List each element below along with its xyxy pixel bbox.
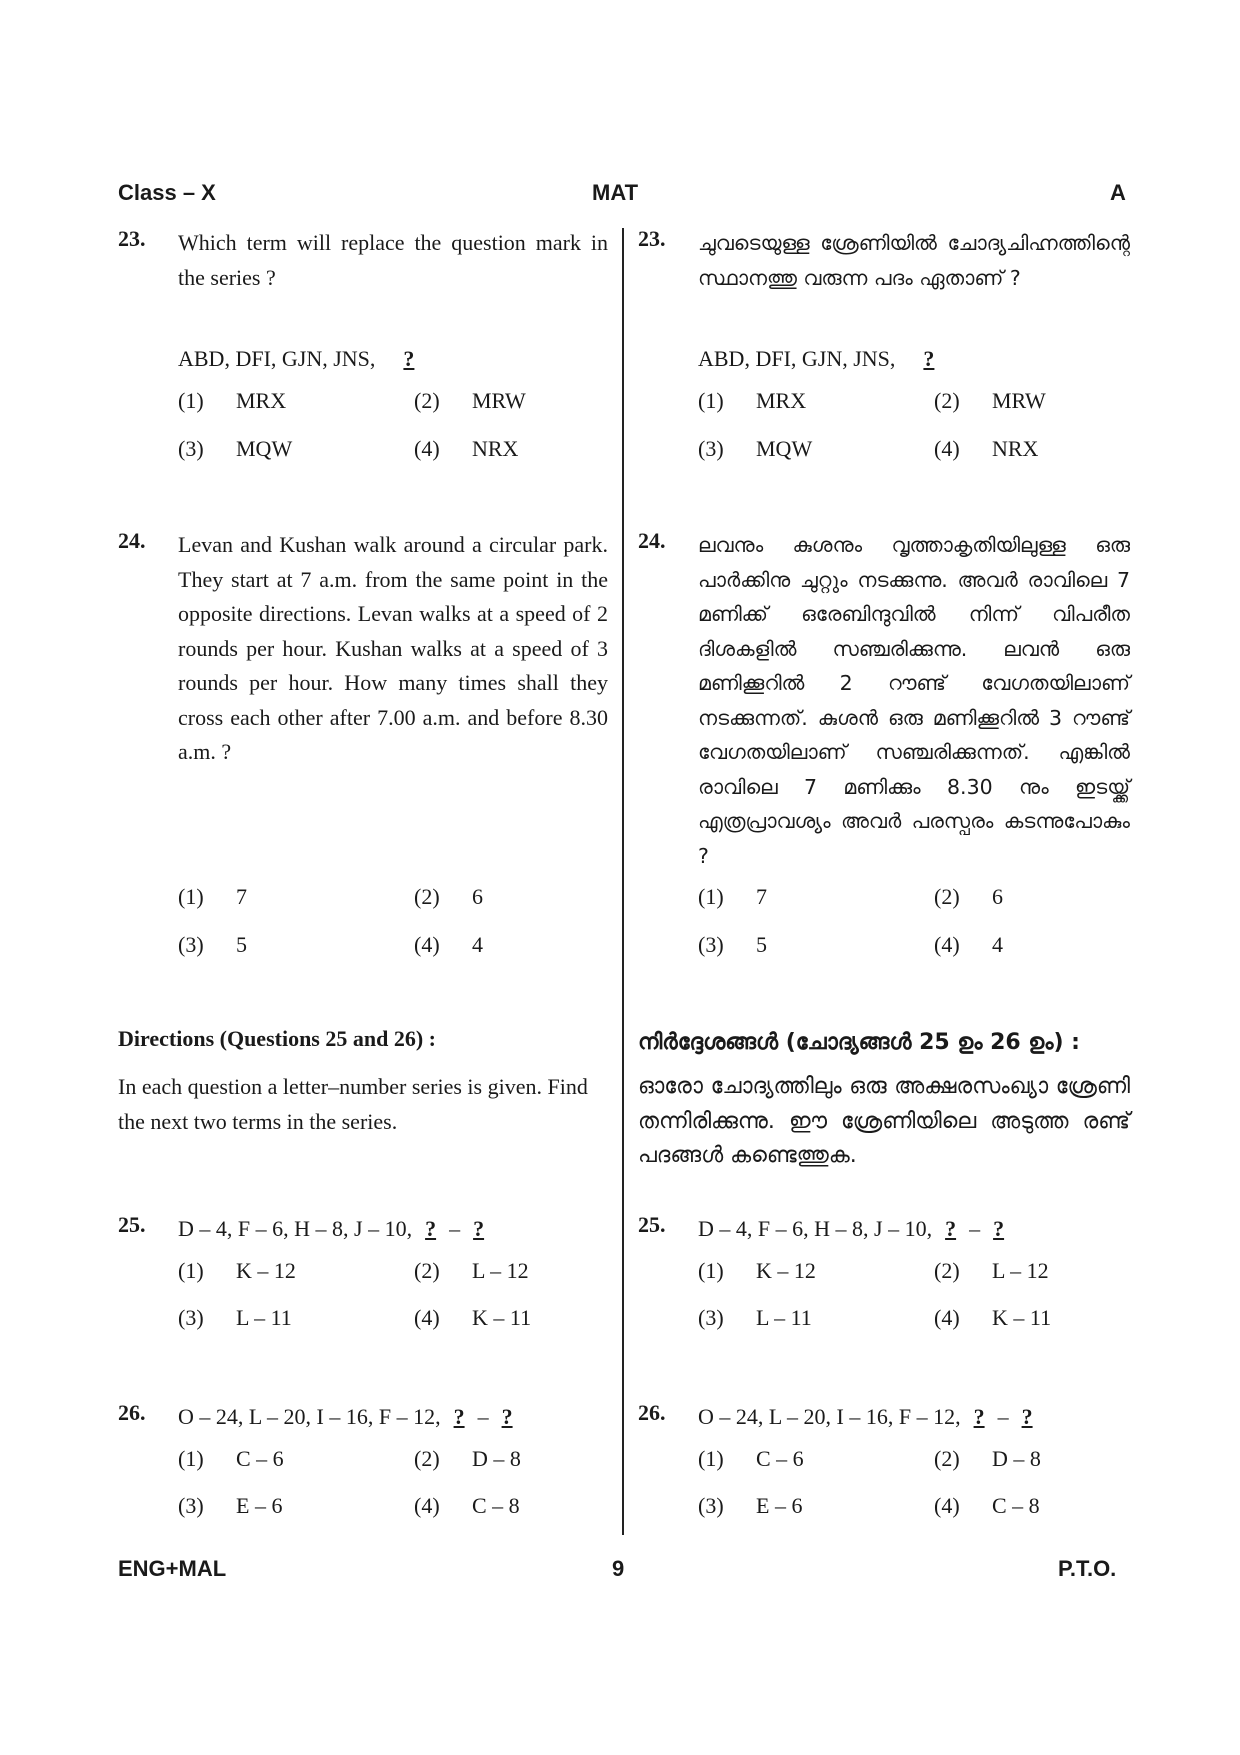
series-text: O – 24, L – 20, I – 16, F – 12, — [178, 1404, 441, 1429]
option-1: (1) 7 — [698, 884, 767, 909]
answer-blank-2: ? — [501, 1404, 513, 1429]
question-24 — [118, 528, 608, 770]
series-text: O – 24, L – 20, I – 16, F – 12, — [698, 1404, 961, 1429]
option-3: (3) 5 — [178, 932, 247, 957]
answer-blank: ? — [403, 346, 415, 371]
header-subject: MAT — [592, 180, 639, 205]
question-number: 26. — [118, 1400, 146, 1425]
series-text: ABD, DFI, GJN, JNS, — [698, 346, 896, 371]
option-1: (1) MRX — [698, 388, 807, 413]
answer-blank-2: ? — [993, 1216, 1005, 1241]
option-2: (2) MRW — [934, 388, 1046, 413]
footer-pto: P.T.O. — [1058, 1556, 1117, 1581]
option-3: (3) E – 6 — [178, 1493, 283, 1518]
question-23 — [118, 226, 608, 295]
option-3: (3) L – 11 — [698, 1305, 812, 1330]
answer-blank-1: ? — [425, 1216, 437, 1241]
series-text: D – 4, F – 6, H – 8, J – 10, — [698, 1216, 933, 1241]
option-3: (3) MQW — [178, 436, 293, 461]
question-text: Which term will replace the question mark in the series ? — [178, 230, 608, 290]
question-number: 23. — [118, 226, 146, 251]
option-1: (1) MRX — [178, 388, 287, 413]
column-divider — [622, 228, 624, 1535]
directions-heading: നിർദ്ദേശങ്ങൾ (ചോദ്യങ്ങൾ 25 ഉം 26 ഉം) : — [638, 1030, 1080, 1055]
directions-text: ഓരോ ചോദ്യത്തിലും ഒരു അക്ഷരസംഖ്യാ ശ്രേണി തന്നിരിക്കുന്നു. ഈ ശ്രേണിയിലെ അടുത്ത രണ്ട് പദങ്ങൾ കണ്ടെത്തുക. — [638, 1074, 1130, 1168]
option-4: (4) NRX — [934, 436, 1039, 461]
series-text: ABD, DFI, GJN, JNS, — [178, 346, 376, 371]
directions-text: In each question a letter–number series is given. Find the next two terms in the series. — [118, 1074, 588, 1134]
option-3: (3) L – 11 — [178, 1305, 292, 1330]
answer-blank-1: ? — [973, 1404, 985, 1429]
question-23 — [638, 226, 1130, 295]
answer-blank-2: ? — [1021, 1404, 1033, 1429]
question-23-series — [638, 342, 1130, 376]
answer-blank-2: ? — [473, 1216, 485, 1241]
header-series-code: A — [1110, 180, 1126, 205]
page-number: 9 — [612, 1556, 625, 1581]
option-4: (4) NRX — [414, 436, 519, 461]
directions-heading: Directions (Questions 25 and 26) : — [118, 1026, 436, 1051]
option-2: (2) D – 8 — [414, 1446, 521, 1471]
option-2: (2) MRW — [414, 388, 526, 413]
answer-blank: ? — [923, 346, 935, 371]
option-4: (4) K – 11 — [414, 1305, 532, 1330]
option-2: (2) D – 8 — [934, 1446, 1041, 1471]
option-1: (1) K – 12 — [178, 1258, 296, 1283]
option-1: (1) C – 6 — [178, 1446, 284, 1471]
question-text: ചുവടെയുള്ള ശ്രേണിയിൽ ചോദ്യചിഹ്നത്തിന്റെ സ്ഥാനത്തു വരുന്ന പദം ഏതാണ് ? — [698, 231, 1130, 290]
option-4: (4) 4 — [414, 932, 483, 957]
question-number: 24. — [638, 528, 666, 553]
question-24 — [638, 528, 1130, 873]
question-text: Levan and Kushan walk around a circular park. They start at 7 a.m. from the same point in the opposite directions. Levan walks at a speed of 2 rounds per hour. Kushan walks at a speed of 3 rounds per hour. How many times shall they cross each other after 7.00 a.m. and before 8.30 a.m. ? — [178, 532, 608, 764]
answer-blank-1: ? — [945, 1216, 957, 1241]
question-26: 26. O – 24, L – 20, I – 16, F – 12, ? – ? — [638, 1400, 1130, 1434]
question-text: ലവനും കുശനും വൃത്താകൃതിയിലുള്ള ഒരു പാർക്കിനു ചുറ്റും നടക്കുന്നു. അവർ രാവിലെ 7 മണിക്ക് ഒരേബിന്ദുവിൽ നിന്ന് വിപരീത ദിശകളിൽ സഞ്ചരിക്കുന്നു. ലവൻ ഒരു മണിക്കൂറിൽ 2 റൗണ്ട് വേഗതയിലാണ് നടക്കുന്നത്. കുശൻ ഒരു മണിക്കൂറിൽ 3 റൗണ്ട് വേഗതയിലാണ് സഞ്ചരിക്കുന്നത്. എങ്കിൽ രാവിലെ 7 മണിക്കും 8.30 നും ഇടയ്ക്ക് എത്രപ്രാവശ്യം അവർ പരസ്പരം കടന്നുപോകും ? — [698, 533, 1130, 868]
option-2: (2) 6 — [414, 884, 483, 909]
option-2: (2) L – 12 — [934, 1258, 1049, 1283]
footer-language: ENG+MAL — [118, 1556, 227, 1581]
answer-blank-1: ? — [453, 1404, 465, 1429]
option-4: (4) C – 8 — [934, 1493, 1040, 1518]
question-number: 24. — [118, 528, 146, 553]
option-4: (4) 4 — [934, 932, 1003, 957]
header-class: Class – X — [118, 180, 216, 205]
option-3: (3) MQW — [698, 436, 813, 461]
option-3: (3) 5 — [698, 932, 767, 957]
option-4: (4) K – 11 — [934, 1305, 1052, 1330]
question-number: 26. — [638, 1400, 666, 1425]
option-1: (1) 7 — [178, 884, 247, 909]
option-2: (2) 6 — [934, 884, 1003, 909]
question-number: 23. — [638, 226, 666, 251]
option-1: (1) K – 12 — [698, 1258, 816, 1283]
option-2: (2) L – 12 — [414, 1258, 529, 1283]
question-26: 26. O – 24, L – 20, I – 16, F – 12, ? – ? — [118, 1400, 608, 1434]
option-4: (4) C – 8 — [414, 1493, 520, 1518]
series-text: D – 4, F – 6, H – 8, J – 10, — [178, 1216, 413, 1241]
question-25: 25. D – 4, F – 6, H – 8, J – 10, ? – ? — [118, 1212, 608, 1246]
question-23-series — [118, 342, 608, 376]
question-number: 25. — [638, 1212, 666, 1237]
question-number: 25. — [118, 1212, 146, 1237]
option-1: (1) C – 6 — [698, 1446, 804, 1471]
option-3: (3) E – 6 — [698, 1493, 803, 1518]
question-25: 25. D – 4, F – 6, H – 8, J – 10, ? – ? — [638, 1212, 1130, 1246]
